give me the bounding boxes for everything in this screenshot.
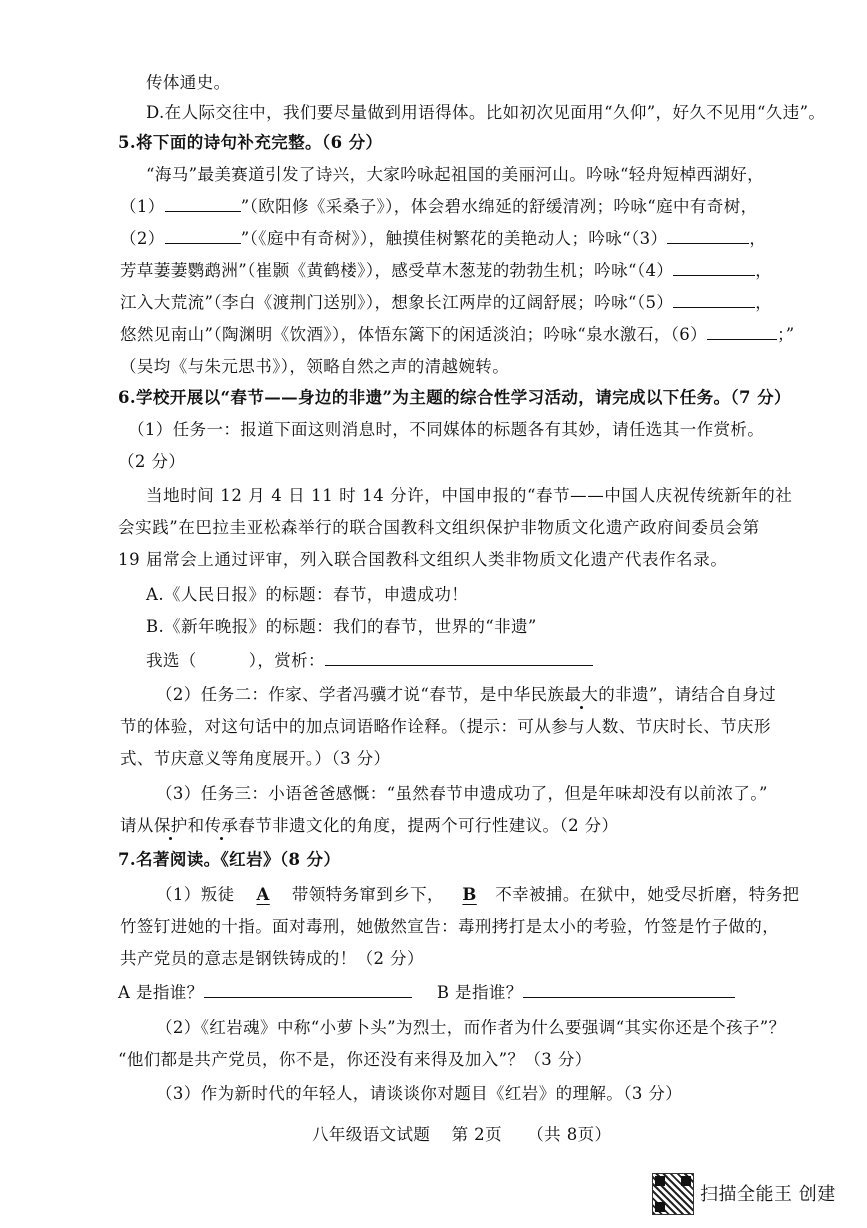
news-paragraph-line: [146, 485, 792, 507]
line-text: 的非遗”，请结合自身过: [598, 685, 777, 704]
text-line: [156, 684, 776, 706]
line-text: ），赏析：: [248, 651, 325, 670]
choice-line: [146, 650, 593, 672]
news-paragraph-line: [118, 517, 760, 539]
line-text: B.《新年晚报》的标题：我们的春节，世界的“非遗”: [146, 617, 537, 636]
qr-code-icon: [652, 1173, 694, 1215]
line-text: 和: [187, 816, 205, 835]
page-footer: [312, 1124, 611, 1146]
line-text: D.在人际交往中，我们要尽量做到用语得体。比如初次见面用“久仰”，好久不见用“久违”。: [146, 103, 826, 122]
line-text: ；”: [777, 325, 795, 344]
answer-blank-2[interactable]: [165, 229, 241, 244]
line-text: 不幸被捕。在狱中，她受尽折磨，特务把: [495, 885, 800, 904]
footer-page: 第 2页: [451, 1125, 502, 1144]
line-text: （2）: [120, 229, 165, 248]
line-text: （3）作为新时代的年轻人，请谈谈你对题目《红岩》的理解。（3 分）: [156, 1084, 683, 1103]
text-line: [120, 324, 795, 346]
footer-total: （共 8页）: [527, 1125, 612, 1144]
line-text: 请从: [120, 816, 154, 835]
footer-title: 八年级语文试题: [312, 1125, 431, 1144]
text-line: [120, 196, 758, 218]
text-line: [120, 916, 779, 938]
answer-blank-5[interactable]: [673, 293, 755, 308]
news-paragraph-line: [118, 549, 727, 571]
text-line: [156, 1017, 786, 1039]
text-line: [120, 260, 772, 282]
answer-blank-a[interactable]: [204, 983, 412, 998]
answer-line: [118, 982, 735, 1004]
line-text: ，: [755, 261, 773, 280]
question-7-heading: [118, 849, 340, 871]
line-text: 芳草萋萋鹦鹉洲”（崔颢《黄鹤楼》），感受草木葱茏的勃勃生机；吟咏“（4）: [120, 261, 674, 280]
text-line: [120, 716, 771, 738]
line-text: （1）叛徒: [156, 885, 235, 904]
line-text: “他们都是共产党员，你不是，你还没有来得及加入”？（3 分）: [118, 1050, 592, 1069]
line-text: ，: [755, 293, 773, 312]
line-text: （2 分）: [118, 452, 186, 471]
line-text: “海马”最美赛道引发了诗兴，大家吟咏起祖国的美丽河山。吟咏“轻舟短棹西湖好，: [146, 165, 765, 184]
line-text: 当地时间 12 月 4 日 11 时 14 分许，中国申报的“春节——中国人庆祝传统新年的社: [146, 486, 793, 505]
line-text: （1）: [120, 197, 165, 216]
blank-label-a: A: [256, 885, 270, 904]
text-line: [120, 748, 390, 770]
line-text: ”（欧阳修《采桑子》），体会碧水绵延的舒缓清冽；吟咏“庭中有奇树，: [240, 197, 758, 216]
answer-blank-1[interactable]: [165, 197, 241, 212]
text-line: [156, 783, 768, 805]
emphasized-word: 保护: [153, 816, 188, 835]
line-text: 传体通史。: [146, 73, 231, 92]
line-text: 悠然见南山”（陶渊明《饮酒》），体悟东篱下的闲适淡泊；吟咏“泉水激石，（6）: [120, 325, 708, 344]
line-text: ”（《庭中有奇树》），触摸佳树繁花的美艳动人；吟咏“（3）: [240, 229, 668, 248]
text-line: [156, 1083, 682, 1105]
line-text: 节的体验，对这句话中的加点词语略作诠释。（提示：可从参与人数、节庆时长、节庆形: [120, 717, 771, 736]
answer-blank-3[interactable]: [667, 229, 749, 244]
answer-blank-6[interactable]: [707, 325, 777, 340]
line-text: 式、节庆意义等角度展开。）（3 分）: [120, 749, 391, 768]
text-line: [146, 102, 825, 124]
question-5-heading: [118, 132, 382, 154]
line-text: 共产党员的意志是钢铁铸成的！（2 分）: [120, 949, 424, 968]
line-text: B 是指谁？: [436, 983, 523, 1002]
blank-label-b: B: [462, 885, 477, 904]
text-line: [120, 228, 766, 250]
text-line: [156, 884, 799, 906]
line-text: A.《人民日报》的标题：春节，申遗成功！: [146, 585, 469, 604]
line-text: （3）任务三：小语爸爸感慨：“虽然春节申遗成功了，但是年味却没有以前浓了。”: [156, 784, 768, 803]
line-text: ，: [749, 229, 767, 248]
line-text: （2）任务二：作家、学者冯骥才说“春节，是中华民族: [156, 685, 565, 704]
line-text: （吴均《与朱元思书》），领略自然之声的清越婉转。: [120, 357, 510, 376]
text-line: [120, 948, 424, 970]
emphasized-word: 传承: [204, 816, 239, 835]
line-text: 春节非遗文化的角度，提两个可行性建议。（2 分）: [238, 816, 619, 835]
option-b: [146, 616, 537, 638]
option-a: [146, 584, 468, 606]
line-text: （1）任务一：报道下面这则消息时，不同媒体的标题各有其妙，请任选其一作赏析。: [128, 420, 765, 439]
line-text: 会实践”在巴拉圭亚松森举行的联合国教科文组织保护非物质文化遗产政府间委员会第: [118, 518, 760, 537]
answer-blank-4[interactable]: [673, 261, 755, 276]
line-text: 5.将下面的诗句补充完整。（6 分）: [118, 133, 383, 152]
text-line: [120, 292, 772, 314]
emphasized-word: 最大: [564, 685, 599, 704]
appreciation-blank[interactable]: [325, 651, 593, 666]
line-text: （2）《红岩魂》中称“小萝卜头”为烈士，而作者为什么要强调“其实你还是个孩子”？: [156, 1018, 786, 1037]
line-text: 7.名著阅读。《红岩》（8 分）: [118, 850, 341, 869]
line-text: A 是指谁？: [118, 983, 204, 1002]
line-text: 我选（: [146, 651, 197, 670]
scanner-watermark: 扫描全能王 创建: [700, 1184, 836, 1205]
text-line: [118, 1049, 592, 1071]
line-text: 竹签钉进她的十指。面对毒刑，她傲然宣告：毒刑拷打是太小的考验，竹签是竹子做的，: [120, 917, 780, 936]
answer-blank-b[interactable]: [523, 983, 735, 998]
question-6-heading: [118, 387, 791, 409]
text-line: [146, 164, 764, 186]
line-text: 带领特务窜到乡下，: [291, 885, 444, 904]
text-line: [120, 815, 618, 837]
text-line: [118, 451, 185, 473]
text-line: [120, 356, 509, 378]
line-text: 6.学校开展以“春节——身边的非遗”为主题的综合性学习活动，请完成以下任务。（7 分）: [118, 388, 791, 407]
line-text: 江入大荒流”（李白《渡荆门送别》），想象长江两岸的辽阔舒展；吟咏“（5）: [120, 293, 674, 312]
text-line: [128, 419, 764, 441]
line-text: 19 届常会上通过评审，列入联合国教科文组织人类非物质文化遗产代表作名录。: [118, 550, 728, 569]
text-line: [146, 72, 231, 94]
